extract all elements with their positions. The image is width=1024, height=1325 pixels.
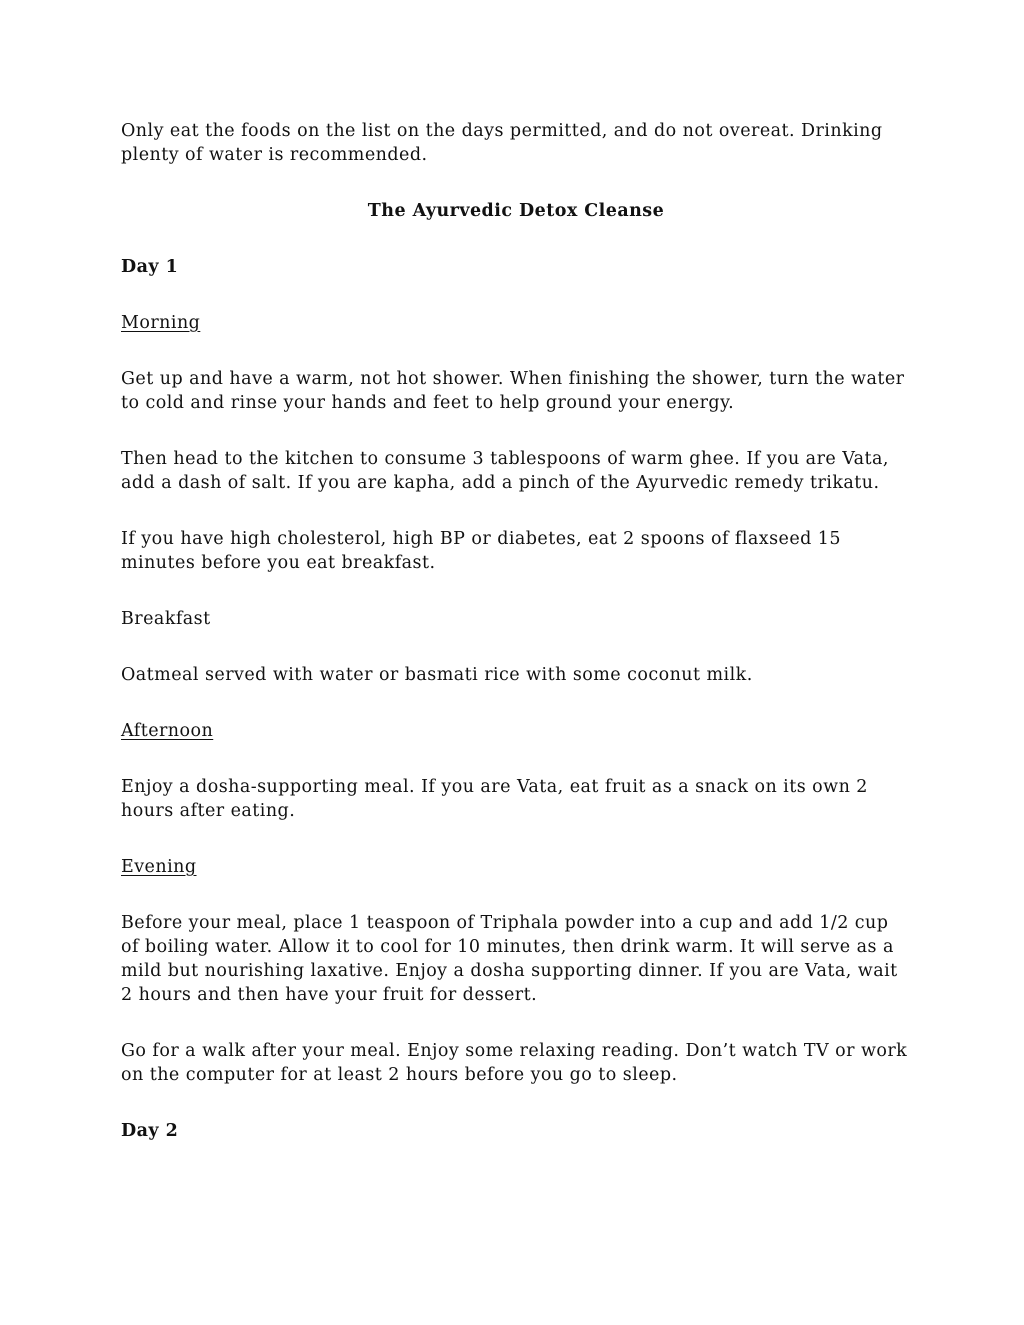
- evening-heading: [121, 855, 911, 879]
- document-page: [121, 119, 911, 1175]
- morning-paragraph-1: Get up and have a warm, not hot shower. When finishing the shower, turn the water to cold and rinse your hands and feet to help ground your energy.: [121, 369, 905, 413]
- evening-heading-text: Evening: [121, 857, 197, 877]
- document-title: The Ayurvedic Detox Cleanse: [367, 201, 665, 221]
- morning-paragraph-3: If you have high cholesterol, high BP or diabetes, eat 2 spoons of flaxseed 15 minutes before you eat breakfast.: [121, 529, 841, 573]
- breakfast-heading: Breakfast: [121, 609, 211, 629]
- evening-paragraph-2: Go for a walk after your meal. Enjoy some relaxing reading. Don’t watch TV or work on the computer for at least 2 hours before you go to sleep.: [121, 1041, 908, 1085]
- day-2-heading: Day 2: [121, 1121, 179, 1141]
- afternoon-heading: [121, 719, 911, 743]
- day-1-heading: Day 1: [121, 257, 179, 277]
- morning-heading: [121, 311, 911, 335]
- evening-paragraph-1: Before your meal, place 1 teaspoon of Triphala powder into a cup and add 1/2 cup of boiling water. Allow it to cool for 10 minutes, then drink warm. It will serve as a mild but nourishing laxative. Enjoy a dosha supporting dinner. If you are Vata, wait 2 hours and then have your fruit for dessert.: [121, 913, 898, 1005]
- intro-paragraph: Only eat the foods on the list on the days permitted, and do not overeat. Drinking plenty of water is recommended.: [121, 121, 883, 165]
- afternoon-heading-text: Afternoon: [121, 721, 214, 741]
- afternoon-paragraph: Enjoy a dosha-supporting meal. If you are Vata, eat fruit as a snack on its own 2 hours after eating.: [121, 777, 868, 821]
- morning-paragraph-2: Then head to the kitchen to consume 3 tablespoons of warm ghee. If you are Vata, add a dash of salt. If you are kapha, add a pinch of the Ayurvedic remedy trikatu.: [121, 449, 889, 493]
- breakfast-paragraph: Oatmeal served with water or basmati rice with some coconut milk.: [121, 665, 753, 685]
- morning-heading-text: Morning: [121, 313, 201, 333]
